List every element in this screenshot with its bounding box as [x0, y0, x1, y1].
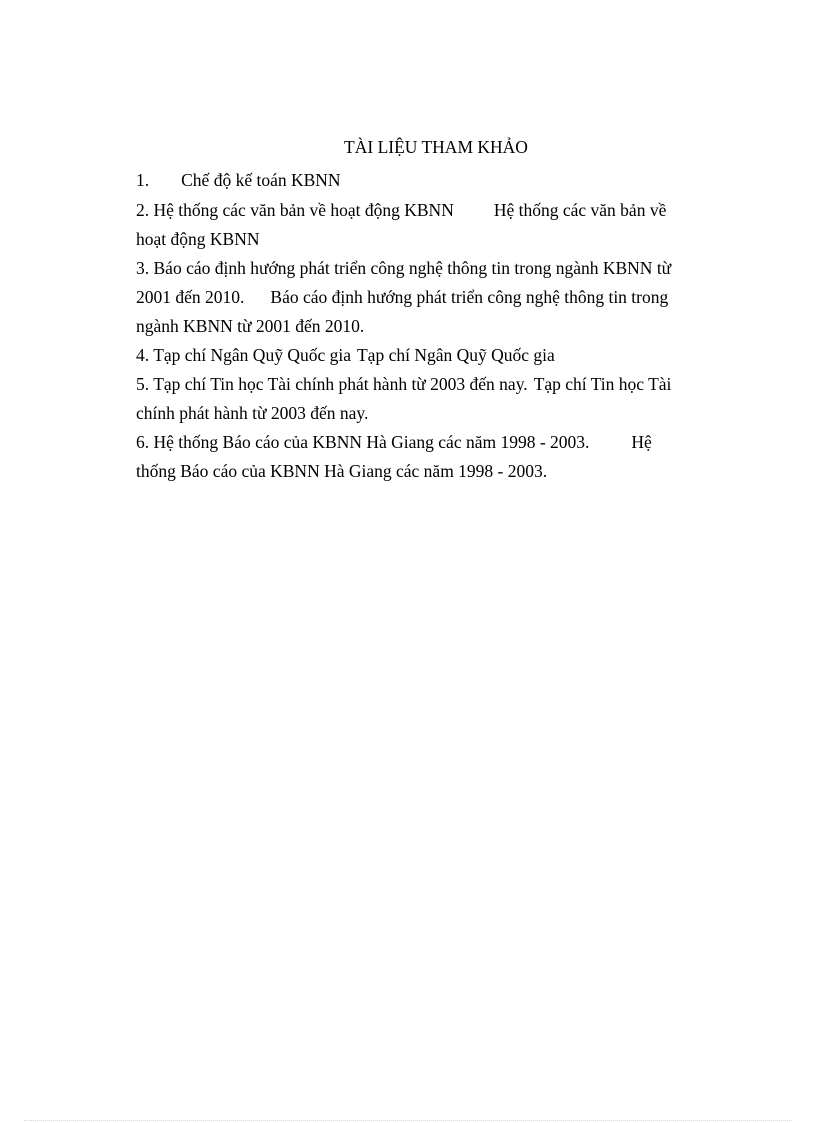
reference-line: thống Báo cáo của KBNN Hà Giang các năm 1998 - 2003. [136, 461, 548, 481]
reference-list [136, 169, 736, 489]
reference-line: chính phát hành từ 2003 đến nay. [136, 403, 369, 423]
reference-text: Chế độ kế toán KBNN [181, 170, 341, 190]
reference-text-garbled: Hệ thống Báo cáo của KBNN Hà Giang các năm 1998 - 2003. [153, 432, 590, 452]
reference-number: 5. [136, 374, 150, 394]
reference-item-1 [136, 169, 736, 199]
reference-line [136, 199, 736, 228]
reference-text-garbled: Hệ thống các văn bản về hoạt động KBNN [153, 200, 454, 220]
reference-text-garbled: 2001 đến 2010. [136, 287, 245, 307]
reference-line [136, 344, 736, 373]
reference-text: Tạp chí Tin học Tài [533, 374, 672, 394]
reference-line [136, 431, 736, 460]
reference-item-4 [136, 344, 736, 373]
reference-number: 3. [136, 258, 150, 278]
reference-line: ngành KBNN từ 2001 đến 2010. [136, 316, 365, 336]
reference-item-6 [136, 431, 736, 489]
reference-item-2 [136, 199, 736, 257]
reference-text: Hệ [631, 432, 652, 452]
reference-text-garbled: Tạp chí Tin học Tài chính phát hành từ 2003 đến nay. [153, 374, 528, 394]
reference-line: hoạt động KBNN [136, 229, 260, 249]
reference-item-3 [136, 257, 736, 344]
reference-number: 6. [136, 432, 150, 452]
reference-text: Báo cáo định hướng phát triển công nghệ thông tin trong ngành KBNN từ [153, 258, 672, 278]
page-title: TÀI LIỆU THAM KHẢO [344, 137, 528, 157]
reference-item-5 [136, 373, 736, 431]
reference-line [136, 373, 736, 402]
reference-number: 4. [136, 345, 150, 365]
reference-text: Tạp chí Ngân Quỹ Quốc gia [356, 345, 555, 365]
reference-text: Hệ thống các văn bản về [493, 200, 667, 220]
reference-number: 2. [136, 200, 150, 220]
reference-line [136, 169, 736, 199]
reference-line [136, 286, 736, 315]
reference-text-garbled: Tạp chí Ngân Quỹ Quốc gia [153, 345, 351, 365]
reference-number: 1. [136, 170, 150, 190]
page-bottom-divider [24, 1120, 792, 1121]
reference-text: Báo cáo định hướng phát triển công nghệ thông tin trong [270, 287, 669, 307]
reference-line [136, 257, 736, 286]
